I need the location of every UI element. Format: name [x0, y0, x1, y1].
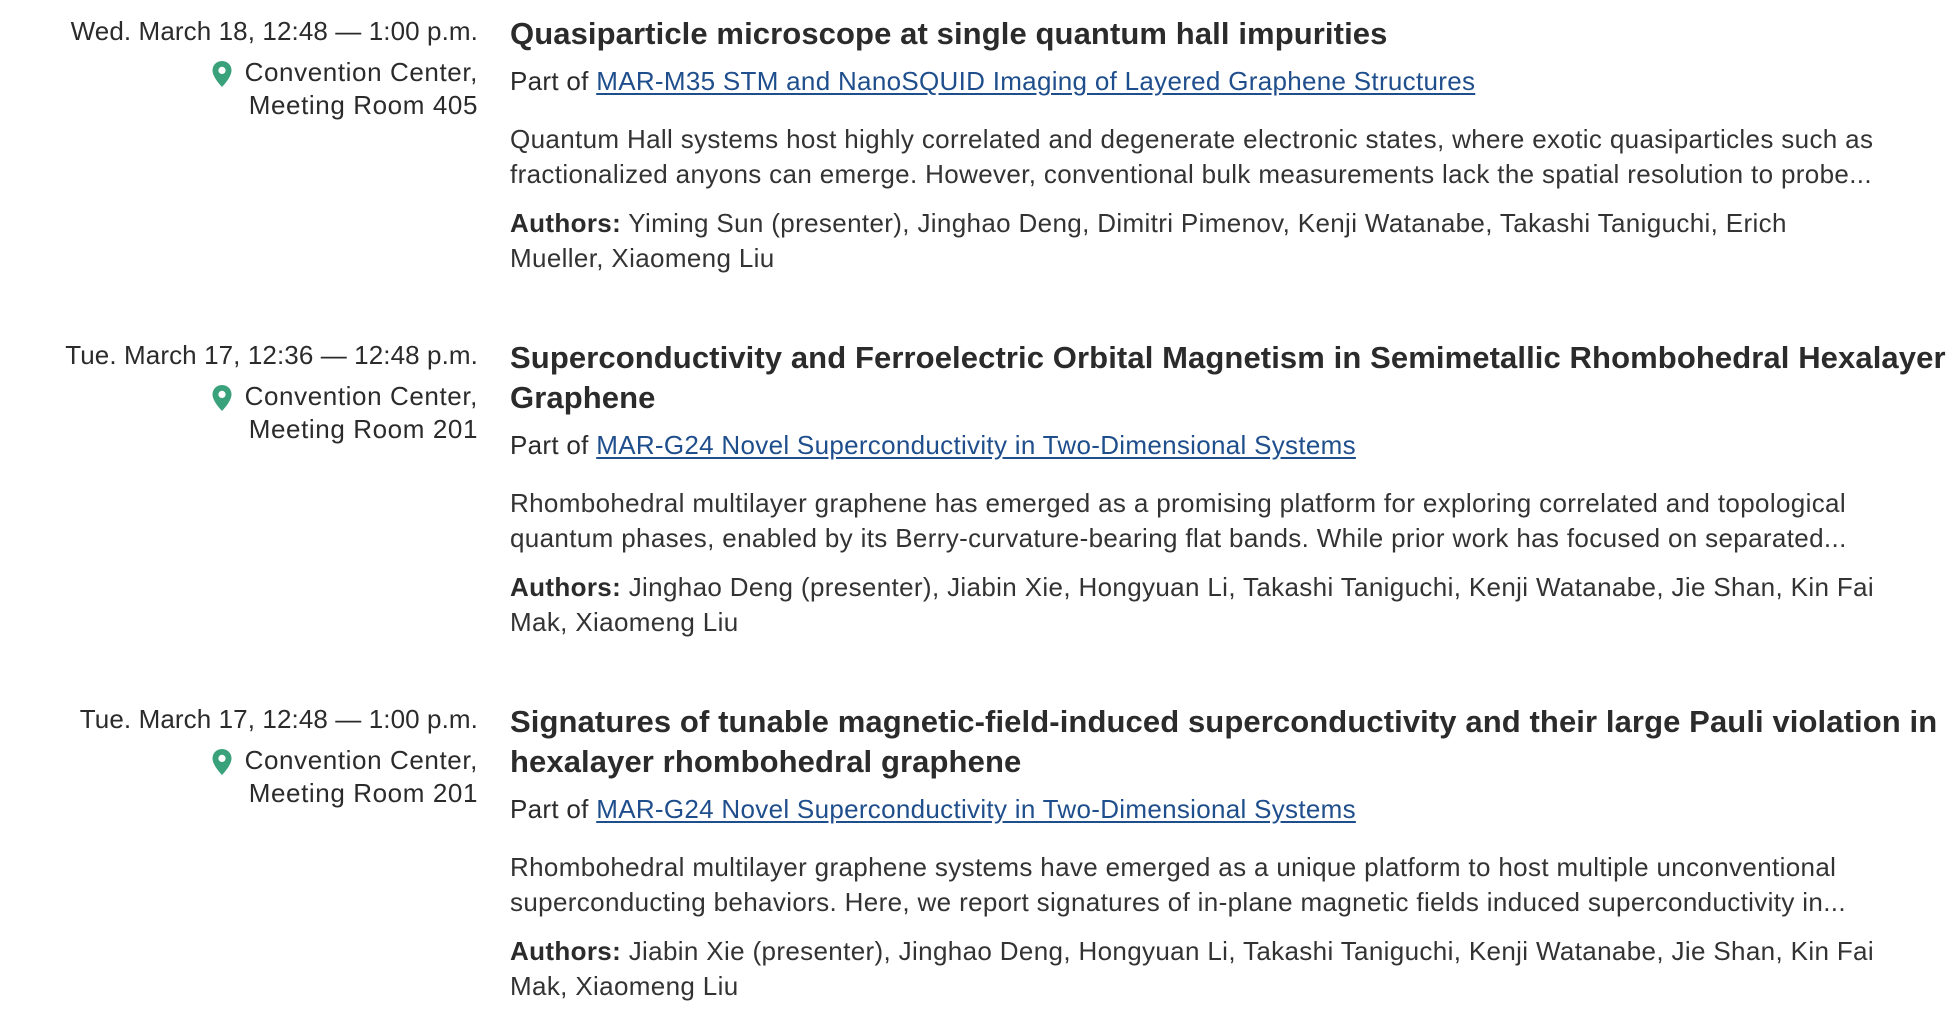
talk-meta [0, 14, 478, 122]
abstract-line: Rhombohedral multilayer graphene systems have emerged as a unique platform to host multiple unconventional [510, 852, 1837, 882]
session-link[interactable]: MAR-G24 Novel Superconductivity in Two-Dimensional Systems [596, 430, 1356, 460]
talk-title[interactable]: Superconductivity and Ferroelectric Orbital Magnetism in Semimetallic Rhombohedral Hexalayer Graphene [510, 340, 1946, 415]
authors-line [510, 206, 1946, 241]
authors-label: Authors: [510, 208, 622, 238]
map-pin-icon [211, 748, 233, 776]
session-line [510, 64, 1946, 98]
authors-label: Authors: [510, 936, 622, 966]
talk-authors [510, 206, 1946, 276]
talk-time: Wed. March 18, 12:48 — 1:00 p.m. [70, 16, 478, 46]
talk-location [0, 56, 478, 122]
abstract-line: superconducting behaviors. Here, we report signatures of in-plane magnetic fields induced superconductivity in... [510, 887, 1846, 917]
authors-line: Mueller, Xiaomeng Liu [510, 243, 775, 273]
map-pin-icon [211, 60, 233, 88]
talk-abstract [510, 486, 1946, 556]
authors-line: Mak, Xiaomeng Liu [510, 607, 739, 637]
talk-location [0, 380, 478, 446]
location-text [245, 380, 478, 446]
authors-line: Mak, Xiaomeng Liu [510, 971, 739, 1001]
authors-names: Yiming Sun (presenter), Jinghao Deng, Dimitri Pimenov, Kenji Watanabe, Takashi Taniguchi, Erich [628, 208, 1787, 238]
talk-body [510, 14, 1946, 276]
talk-authors [510, 570, 1946, 640]
talk-location [0, 744, 478, 810]
location-building: Convention Center, [244, 745, 478, 775]
authors-line [510, 934, 1946, 969]
part-of-label: Part of [510, 430, 589, 460]
talk-body [510, 702, 1946, 1004]
talk-abstract [510, 122, 1946, 192]
session-line [510, 792, 1946, 826]
part-of-label: Part of [510, 794, 589, 824]
talk-entry [0, 702, 1954, 1001]
location-text [245, 744, 478, 810]
authors-label: Authors: [510, 572, 622, 602]
abstract-line: Rhombohedral multilayer graphene has emerged as a promising platform for exploring correlated and topological [510, 488, 1846, 518]
map-pin-icon [211, 384, 233, 412]
talk-time: Tue. March 17, 12:36 — 12:48 p.m. [65, 340, 478, 370]
talk-title[interactable]: Signatures of tunable magnetic-field-induced superconductivity and their large Pauli violation in hexalayer rhombohedral graphene [510, 704, 1938, 779]
authors-line [510, 570, 1946, 605]
session-line [510, 428, 1946, 462]
location-building: Convention Center, [244, 381, 478, 411]
session-link[interactable]: MAR-G24 Novel Superconductivity in Two-Dimensional Systems [596, 794, 1356, 824]
talk-authors [510, 934, 1946, 1004]
location-building: Convention Center, [244, 57, 478, 87]
talk-entry [0, 338, 1954, 637]
location-room: Meeting Room 201 [248, 414, 478, 444]
abstract-line: Quantum Hall systems host highly correlated and degenerate electronic states, where exotic quasiparticles such as [510, 124, 1874, 154]
location-text [245, 56, 478, 122]
talk-abstract [510, 850, 1946, 920]
talk-time: Tue. March 17, 12:48 — 1:00 p.m. [79, 704, 478, 734]
abstract-line: quantum phases, enabled by its Berry-curvature-bearing flat bands. While prior work has focused on separated... [510, 523, 1847, 553]
session-link[interactable]: MAR-M35 STM and NanoSQUID Imaging of Layered Graphene Structures [596, 66, 1476, 96]
talk-meta [0, 338, 478, 446]
abstract-line: fractionalized anyons can emerge. However, conventional bulk measurements lack the spatial resolution to probe... [510, 159, 1872, 189]
talk-title[interactable]: Quasiparticle microscope at single quantum hall impurities [510, 16, 1388, 51]
authors-names: Jinghao Deng (presenter), Jiabin Xie, Hongyuan Li, Takashi Taniguchi, Kenji Watanabe, Jie Shan, Kin Fai [628, 572, 1874, 602]
location-room: Meeting Room 201 [248, 778, 478, 808]
talk-entry [0, 14, 1954, 273]
talk-meta [0, 702, 478, 810]
authors-names: Jiabin Xie (presenter), Jinghao Deng, Hongyuan Li, Takashi Taniguchi, Kenji Watanabe, Jie Shan, Kin Fai [628, 936, 1874, 966]
part-of-label: Part of [510, 66, 589, 96]
location-room: Meeting Room 405 [248, 90, 478, 120]
talk-body [510, 338, 1946, 640]
